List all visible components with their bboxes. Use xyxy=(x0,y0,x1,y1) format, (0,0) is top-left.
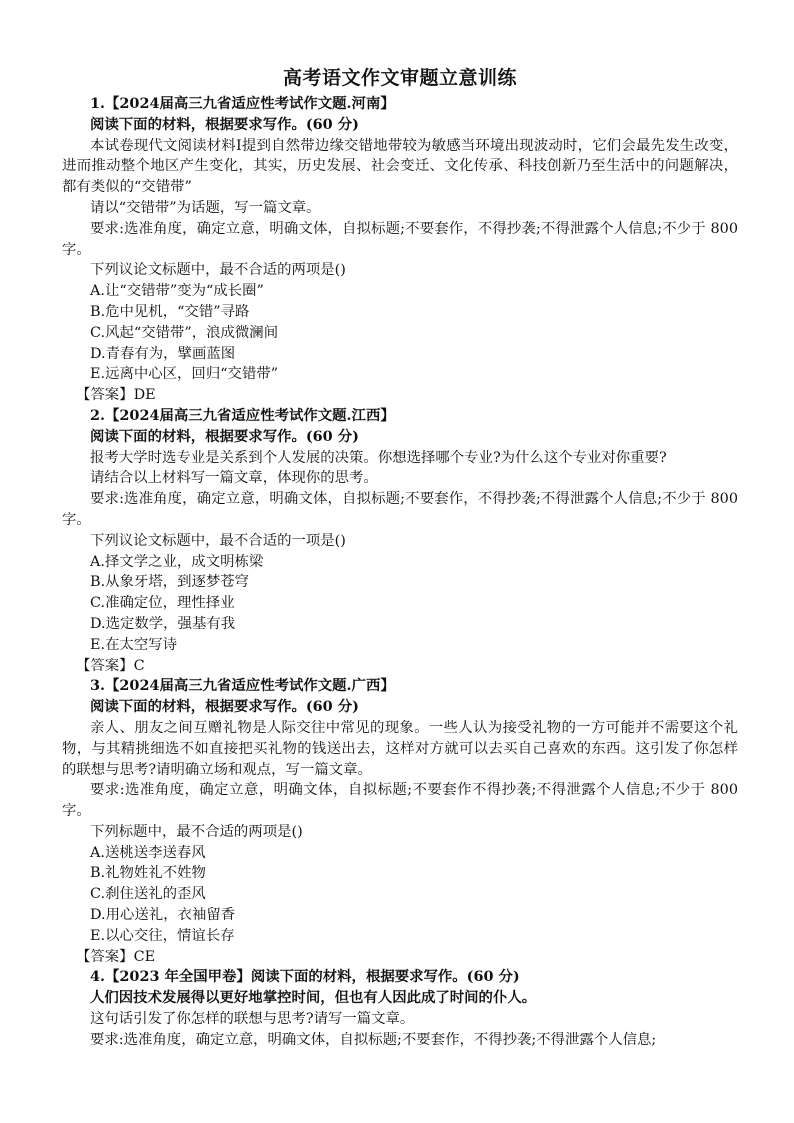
question-2-option-e: E.在太空写诗 xyxy=(90,636,178,653)
question-3-material: 亲人、朋友之间互赠礼物是人际交往中常见的现象。一些人认为接受礼物的一方可能并不需要这个礼物，与其精挑细选不如直接把买礼物的钱送出去，这样对方就可以去买自己喜欢的东西。这引发了你怎样的联想与思考?请明确立场和观点，写一篇文章。 xyxy=(62,719,738,778)
question-1-prompt: 请以“交错带”为话题，写一篇文章。 xyxy=(90,199,321,216)
question-3-option-a: A.送桃送李送春风 xyxy=(90,844,206,861)
question-3-option-b: B.礼物姓礼不姓物 xyxy=(90,865,206,882)
question-2-requirements: 要求:选准角度，确定立意，明确文体，自拟标题;不要套作，不得抄袭;不得泄露个人信息;不少于 800 字。 xyxy=(62,491,738,528)
question-1-option-b: B.危中见机，“交错”寻路 xyxy=(90,303,250,320)
question-2-option-d: D.选定数学，强基有我 xyxy=(90,615,236,632)
question-3-header: 3.【2024届高三九省适应性考试作文题.广西】 xyxy=(90,677,395,695)
question-3 xyxy=(62,676,738,967)
question-4-requirements: 要求:选准角度，确定立意，明确文体，自拟标题;不要套作，不得抄袭;不得泄露个人信息; xyxy=(90,1031,657,1048)
question-1-answer: 【答案】DE xyxy=(76,387,156,404)
question-1-option-c: C.风起“交错带”，浪成微澜间 xyxy=(90,324,279,341)
question-1-instruction: 阅读下面的材料，根据要求写作。(60 分) xyxy=(90,115,359,133)
question-3-requirements: 要求:选准角度，确定立意，明确文体，自拟标题;不要套作不得抄袭;不得泄露个人信息;不少于 800 字。 xyxy=(62,782,738,820)
question-2-option-c: C.准确定位，理性择业 xyxy=(90,595,235,612)
question-2-option-a: A.择文学之业，成文明栋梁 xyxy=(90,553,264,570)
question-3-option-c: C.刹住送礼的歪风 xyxy=(90,886,206,903)
document-title: 高考语文作文审题立意训练 xyxy=(282,67,517,89)
question-4-header: 4.【2023 年全国甲卷】阅读下面的材料，根据要求写作。(60 分) xyxy=(90,968,520,986)
question-3-question: 下列标题中，最不合适的两项是() xyxy=(90,823,303,840)
question-1-option-d: D.青春有为，擘画蓝图 xyxy=(90,345,236,362)
question-4-material: 人们因技术发展得以更好地掌控时间，但也有人因此成了时间的仆人。 xyxy=(90,989,537,1007)
question-2-question: 下列议论文标题中，最不合适的一项是() xyxy=(90,532,346,549)
question-2-answer: 【答案】C xyxy=(76,657,145,674)
question-4 xyxy=(62,967,738,1050)
question-1-question: 下列议论文标题中，最不合适的两项是() xyxy=(90,262,346,279)
question-1-option-e: E.远离中心区，回归“交错带” xyxy=(90,366,279,383)
question-1-requirements: 要求:选准角度，确定立意，明确文体，自拟标题;不要套作，不得抄袭;不得泄露个人信息;不少于 800 字。 xyxy=(62,220,738,258)
question-1 xyxy=(62,94,738,406)
document-page xyxy=(62,64,738,1051)
question-1-option-a: A.让“交错带”变为“成长圈” xyxy=(90,283,264,300)
question-3-instruction: 阅读下面的材料，根据要求写作。(60 分) xyxy=(90,698,359,716)
question-3-answer: 【答案】CE xyxy=(76,948,156,965)
question-2-material: 报考大学时选专业是关系到个人发展的决策。你想选择哪个专业?为什么这个专业对你重要? xyxy=(90,449,667,466)
question-3-option-d: D.用心送礼，衣袖留香 xyxy=(90,907,236,924)
question-3-option-e: E.以心交往，情谊长存 xyxy=(90,927,235,944)
question-2-option-b: B.从象牙塔，到逐梦苍穹 xyxy=(90,574,250,591)
question-4-prompt: 这句话引发了你怎样的联想与思考?请写一篇文章。 xyxy=(90,1011,415,1028)
question-2-instruction: 阅读下面的材料，根据要求写作。(60 分) xyxy=(90,427,359,445)
question-2-header: 2.【2024届高三九省适应性考试作文题.江西】 xyxy=(90,406,395,424)
question-1-header: 1.【2024届高三九省适应性考试作文题.河南】 xyxy=(90,95,395,112)
question-2-prompt: 请结合以上材料写一篇文章，体现你的思考。 xyxy=(90,470,378,487)
question-2 xyxy=(62,406,738,676)
question-1-material: 本试卷现代文阅读材料Ⅰ提到自然带边缘交错地带较为敏感当环境出现波动时，它们会最先发生改变，进而推动整个地区产生变化，其实，历史发展、社会变迁、文化传承、科技创新乃至生活中的问题解决，都有类似的“交错带” xyxy=(62,137,738,196)
